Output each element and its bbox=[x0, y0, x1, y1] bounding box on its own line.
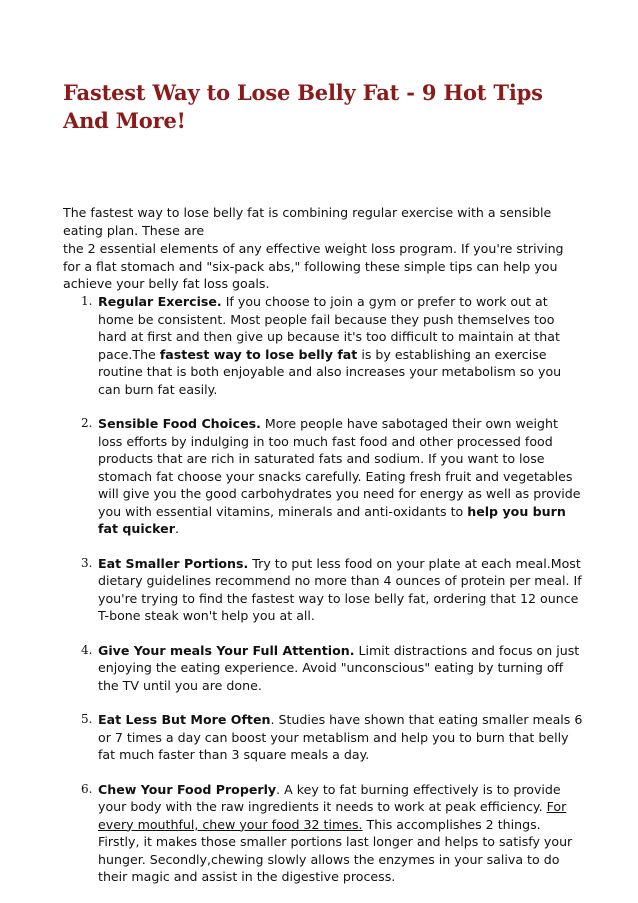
tip-text bbox=[98, 642, 583, 695]
tip-item-6 bbox=[63, 781, 583, 886]
tip-body-continued: This accomplishes 2 things. Firstly, it makes those smaller portions last longer and helps to satisfy your hunger. Secondly,chewing slowly allows the enzymes in your saliva to do their magic and assist in the digestive process. bbox=[98, 816, 573, 884]
tips-list bbox=[63, 293, 583, 903]
tip-underline-phrase: For every mouthful, chew your food 32 times. bbox=[98, 799, 567, 832]
tip-text bbox=[98, 293, 583, 398]
tip-item-3 bbox=[63, 555, 583, 625]
tip-heading: Give Your meals Your Full Attention. bbox=[98, 642, 355, 658]
tip-heading: Regular Exercise. bbox=[98, 294, 222, 309]
tip-heading: Eat Less But More Often bbox=[98, 712, 271, 727]
tip-body-continued: is by establishing an exercise routine that is both enjoyable and also increases your metabolism so you can burn fat easily. bbox=[98, 346, 562, 397]
tip-number: 1. bbox=[81, 294, 93, 308]
tip-text bbox=[98, 711, 583, 764]
tip-body: . A key to fat burning effectively is to provide your body with the raw ingredients it needs to work at peak efficiency. bbox=[98, 781, 561, 814]
tip-text bbox=[98, 781, 583, 886]
tip-body: . Studies have shown that eating smaller meals 6 or 7 times a day can boost your metablism and help you to burn that belly fat much faster than 3 square meals a day. bbox=[98, 712, 583, 762]
tip-body: More people have sabotaged their own weight loss efforts by indulging in too much fast food and other processed food products that are rich in saturated fats and sodium. If you want to lose stomach fat choose your snacks carefully. Eating fresh fruit and vegetables will give you the good carbohydrates you need for energy as well as provide you with essential vitamins, minerals and anti-oxidants to bbox=[98, 416, 581, 519]
tip-item-4 bbox=[63, 642, 583, 695]
tip-item-1 bbox=[63, 293, 583, 398]
page-title: Fastest Way to Lose Belly Fat - 9 Hot Tips And More! bbox=[63, 80, 543, 133]
tip-body: Limit distractions and focus on just enjoying the eating experience. Avoid "unconscious" eating by turning off the TV until you are done. bbox=[98, 642, 580, 693]
tip-heading: Chew Your Food Properly bbox=[98, 781, 277, 797]
intro-section bbox=[63, 204, 583, 293]
intro-paragraph-2: the 2 essential elements of any effective weight loss program. If you're striving for a flat stomach and "six-pack abs," following these simple tips can help you achieve your belly fat loss goals. bbox=[63, 241, 564, 291]
tip-item-2 bbox=[63, 415, 583, 538]
tip-bold-phrase: fastest way to lose belly fat bbox=[159, 346, 358, 362]
intro-paragraph-1: The fastest way to lose belly fat is combining regular exercise with a sensible eating plan. These are bbox=[63, 205, 552, 238]
tip-heading: Sensible Food Choices. bbox=[98, 416, 261, 431]
tip-number: 6. bbox=[81, 781, 93, 796]
tip-text bbox=[98, 415, 583, 538]
tip-item-5 bbox=[63, 711, 583, 764]
tip-number: 4. bbox=[81, 642, 93, 657]
tip-number: 3. bbox=[81, 555, 93, 570]
tip-heading: Eat Smaller Portions. bbox=[98, 555, 249, 571]
tip-number: 5. bbox=[81, 712, 93, 726]
tip-bold-phrase: help you burn fat quicker bbox=[98, 503, 566, 536]
tip-body: Try to put less food on your plate at each meal.Most dietary guidelines recommend no more than 4 ounces of protein per meal. If you're trying to find the fastest way to lose belly fat, ordering that 12 ounce T-bone steak won't help you at all. bbox=[98, 555, 582, 623]
tip-body: If you choose to join a gym or prefer to work out at home be consistent. Most people fail because they push themselves too hard at first and then give up because it's too difficult to maintain at that pace.The bbox=[98, 294, 560, 362]
tip-text bbox=[98, 555, 583, 625]
tip-body-continued: . bbox=[174, 521, 179, 536]
tip-number: 2. bbox=[81, 416, 93, 430]
